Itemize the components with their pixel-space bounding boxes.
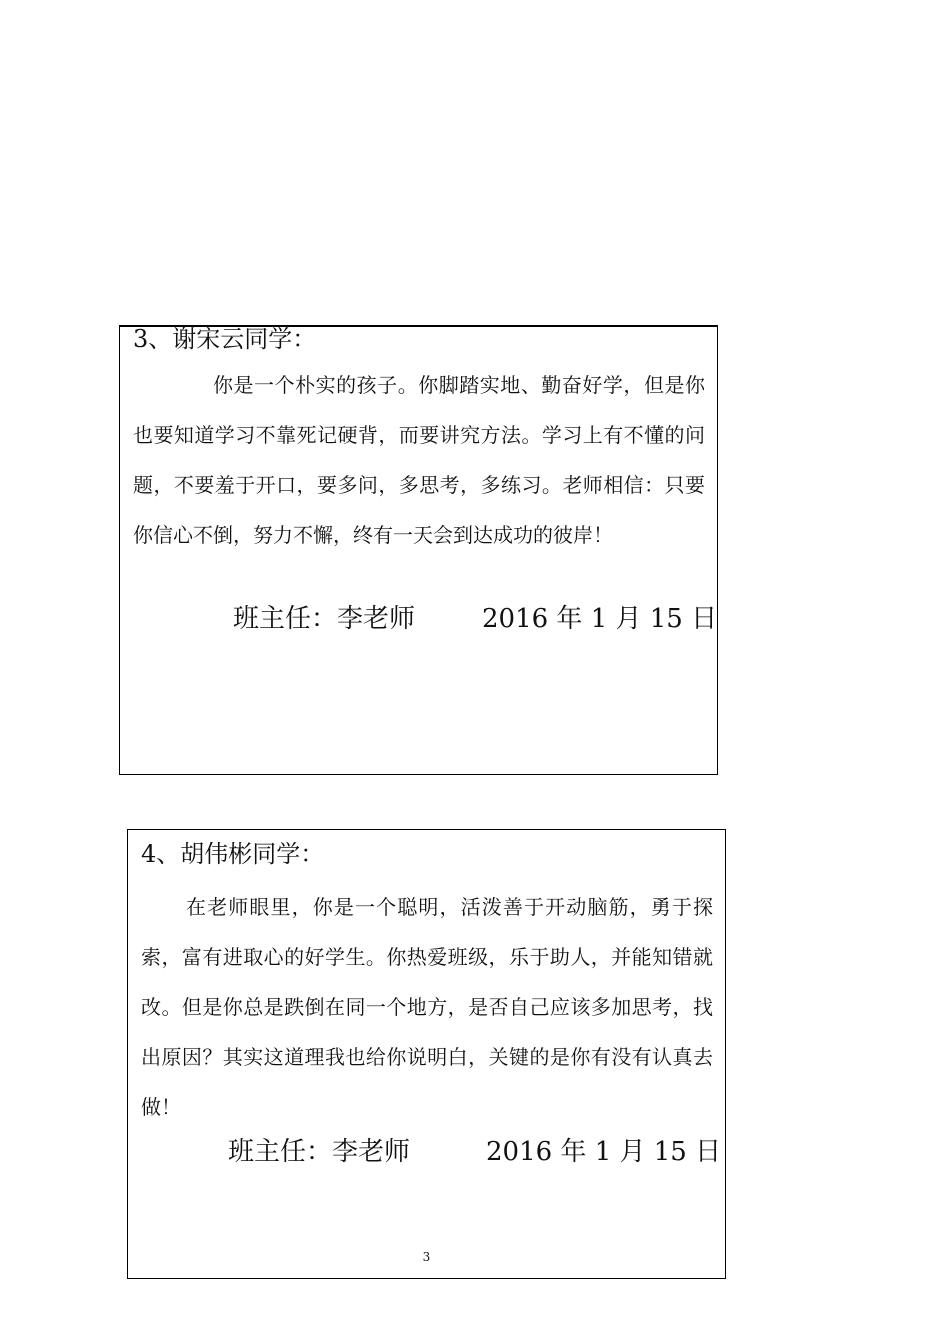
student-comment-card bbox=[127, 829, 726, 1279]
student-heading: 3、谢宋云同学： bbox=[133, 325, 317, 353]
teacher-signature: 班主任：李老师 bbox=[233, 604, 416, 634]
student-heading: 4、胡伟彬同学： bbox=[141, 840, 325, 868]
student-comment-card bbox=[119, 325, 718, 775]
comment-date: 2016 年 1 月 15 日 bbox=[482, 604, 718, 634]
page-number: 3 bbox=[422, 1250, 431, 1264]
comment-date: 2016 年 1 月 15 日 bbox=[486, 1137, 722, 1167]
teacher-signature: 班主任：李老师 bbox=[228, 1137, 411, 1167]
comment-text: 在老师眼里，你是一个聪明，活泼善于开动脑筋，勇于探索，富有进取心的好学生。你热爱班级，乐于助人，并能知错就改。但是你总是跌倒在同一个地方，是否自己应该多加思考，找出原因？其实这道理我也给你说明白，关键的是你有没有认真去做！ bbox=[141, 895, 713, 1119]
comment-text: 你是一个朴实的孩子。你脚踏实地、勤奋好学，但是你也要知道学习不靠死记硬背，而要讲究方法。学习上有不懂的问题，不要羞于开口，要多问，多思考，多练习。老师相信：只要你信心不倒，努力不懈，终有一天会到达成功的彼岸！ bbox=[133, 373, 705, 547]
